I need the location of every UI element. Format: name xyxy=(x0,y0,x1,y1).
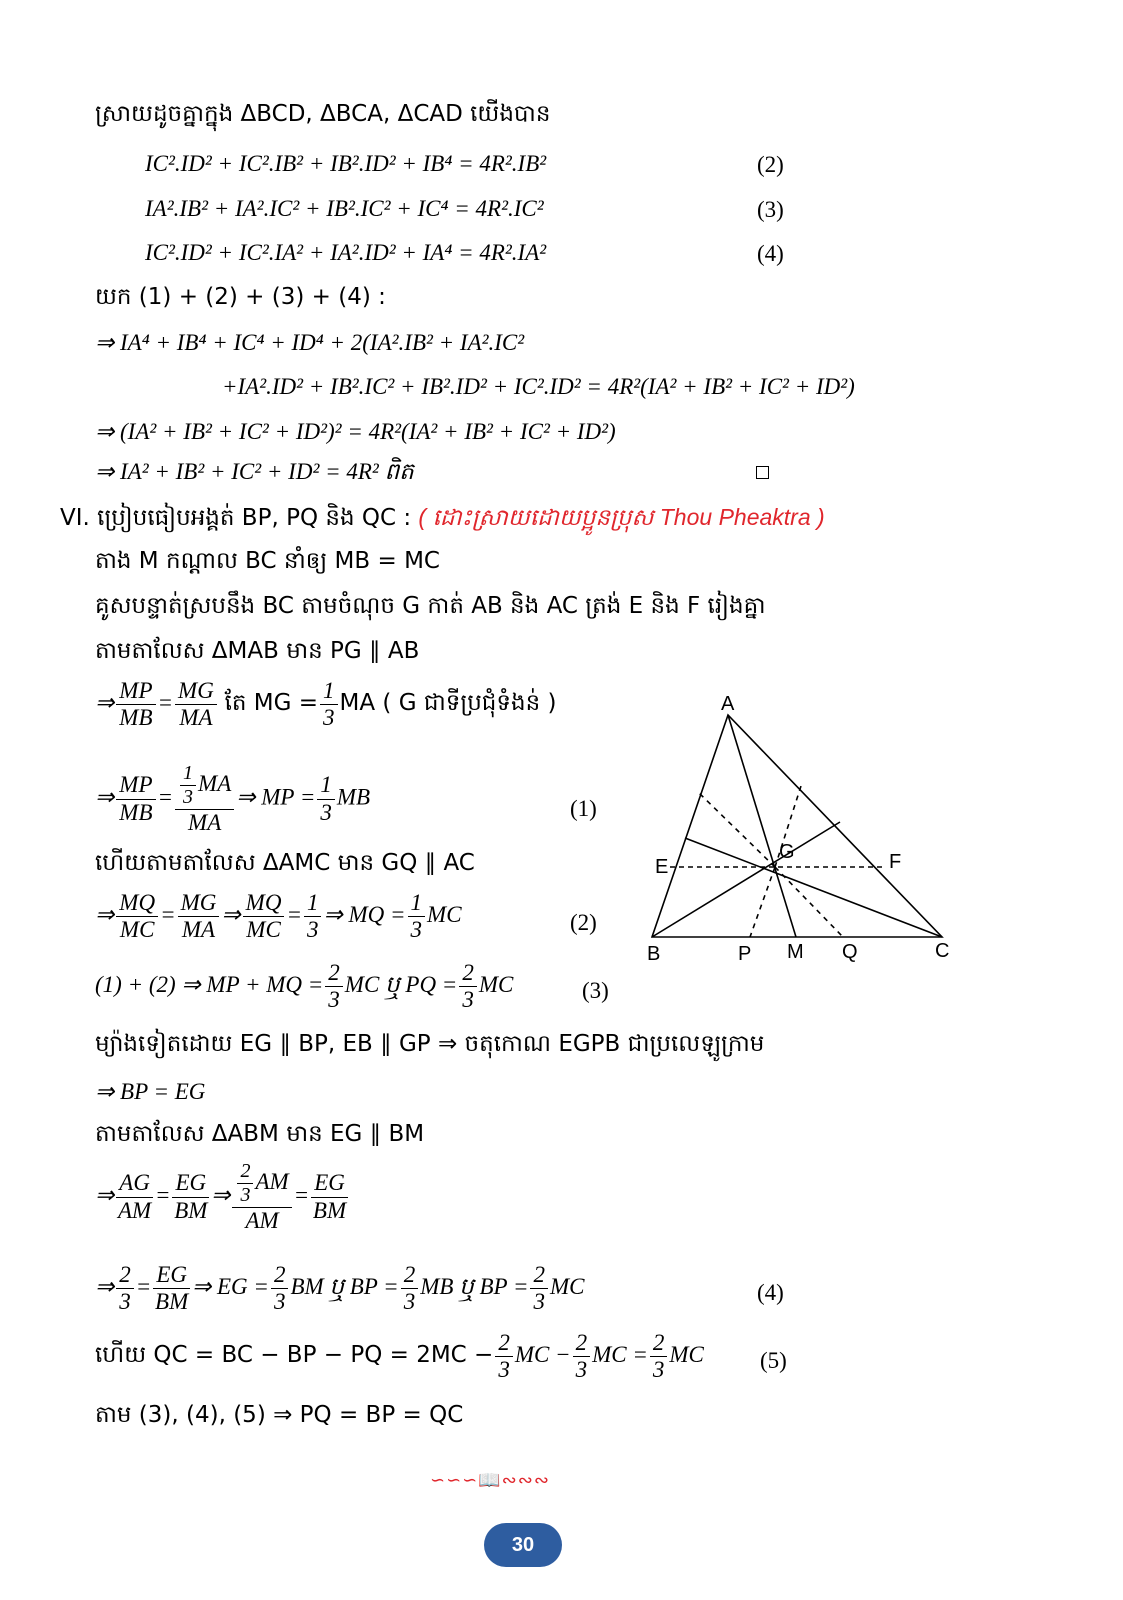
frac-den: MB xyxy=(119,705,153,731)
frac-den: 3 xyxy=(240,1184,251,1206)
frac-den: 3 xyxy=(575,1357,588,1383)
median-c xyxy=(685,838,942,937)
frac-num: EG xyxy=(172,1170,209,1197)
step-8 xyxy=(95,960,513,1014)
frac-den: MA xyxy=(188,810,222,835)
step-7: ⇒ $\frac{MQ}{MC}$ = $\frac{MG}{MA}$ ⇒ $\frac{MQ}{MC}$ = $\frac{1}{3}$ ⇒ MQ = $\frac{1}{3}$ MC xyxy=(95,890,462,943)
frac-num: AM xyxy=(255,1168,289,1194)
step-12: ⇒ $\frac{AG}{AM}$ = $\frac{EG}{BM}$ ⇒ $\frac{2}{3}$ AM AM = $\frac{EG}{BM}$ xyxy=(95,1160,347,1233)
implication-1: ⇒ IA⁴ + IB⁴ + IC⁴ + ID⁴ + 2(IA².IB² + IA².IC² xyxy=(95,330,525,355)
implication-3: ⇒ IA² + IB² + IC² + ID² = 4R² ពិត xyxy=(95,459,414,484)
frac-den: 3 xyxy=(119,1289,131,1315)
frac-den: 3 xyxy=(183,786,194,808)
frac-den: BM xyxy=(155,1289,189,1315)
intro-line: ស្រាយដូចគ្នាក្នុង ΔBCD, ΔBCA, ΔCAD យើងបាន xyxy=(95,101,551,127)
triangle-abc xyxy=(652,715,942,937)
frac-num: MP xyxy=(116,772,155,799)
label-a: A xyxy=(721,693,735,715)
label-b: B xyxy=(647,943,661,965)
step-5-mb: MB xyxy=(336,784,371,810)
qed-square xyxy=(756,466,769,479)
frac-num: 1 xyxy=(180,762,196,786)
eq-number-4b: (4) xyxy=(757,1280,784,1305)
frac-num: 2 xyxy=(271,1262,289,1289)
frac-den: BM xyxy=(174,1197,208,1223)
frac-den: AM xyxy=(118,1197,152,1223)
step-4: ⇒ $\frac{MP}{MB}$ = $\frac{MG}{MA}$ តែ MG = $\frac{1}{3}$ MA ( G ជាទីប្រជុំទំងន់ ) xyxy=(95,678,557,731)
frac-den: 3 xyxy=(498,1357,510,1383)
step-13: ⇒ $\frac{2}{3}$ = $\frac{EG}{BM}$ ⇒ EG = $\frac{2}{3}$ BM ឬ BP = $\frac{2}{3}$ MB ឬ BP = $\frac{2}{3}$ MC xyxy=(95,1262,585,1315)
frac-den: 3 xyxy=(652,1357,665,1383)
step-5: ⇒ $\frac{MP}{MB}$ = $\frac{1}{3}$ MA MA ⇒ MP = $\frac{1}{3}$ MB xyxy=(95,762,371,835)
frac-den: 3 xyxy=(533,1289,545,1315)
frac-num: 2 xyxy=(325,960,343,987)
eq-number-1: (1) xyxy=(570,796,597,821)
frac-den: 3 xyxy=(320,799,332,825)
line-gp xyxy=(750,867,775,937)
eq-number-4: (4) xyxy=(757,241,784,266)
frac-den: MC xyxy=(246,917,281,943)
frac-num: 2 xyxy=(650,1330,668,1357)
label-e: E xyxy=(655,856,669,878)
label-p: P xyxy=(738,943,752,965)
frac-num: 2 xyxy=(573,1330,591,1357)
frac-den: 3 xyxy=(403,1289,416,1315)
step-8-c: MC xyxy=(478,972,514,998)
frac-den: 3 xyxy=(273,1289,286,1315)
frac-den: 3 xyxy=(306,917,319,943)
eq-number-2b: (2) xyxy=(570,910,597,935)
frac-num: MP xyxy=(116,678,155,705)
step-9: ម្យ៉ាងទៀតដោយ EG ∥ BP, EB ∥ GP ⇒ ចតុកោណ EGPB ជាប្រលេឡូក្រាម xyxy=(95,1031,765,1057)
eq-number-5: (5) xyxy=(760,1348,787,1373)
step-4-text: តែ MG = xyxy=(224,690,319,717)
eq-number-3: (3) xyxy=(757,197,784,222)
frac-num: 1 xyxy=(320,678,338,705)
step-2: គូសបន្ទាត់ស្របនឹង BC តាមចំណុច G កាត់ AB និង AC ត្រង់ E និង F រៀងគ្នា xyxy=(95,593,766,619)
frac-num: MA xyxy=(198,770,232,796)
frac-num: 2 xyxy=(495,1330,513,1357)
label-f: F xyxy=(889,851,902,873)
label-q: Q xyxy=(842,941,858,963)
frac-den: 3 xyxy=(323,705,335,731)
frac-num: EG xyxy=(153,1262,190,1289)
page-number-badge: 30 xyxy=(484,1523,562,1567)
section-heading xyxy=(60,506,825,530)
frac-num: MG xyxy=(175,678,217,705)
frac-den: 3 xyxy=(328,987,340,1013)
step-6: ហើយតាមតាលែស ΔAMC មាន GQ ∥ AC xyxy=(95,850,475,876)
step-15: តាម (3), (4), (5) ⇒ PQ = BP = QC xyxy=(95,1402,464,1428)
section-credit: ( ដោះស្រាយដោយប្អូនប្រុស Thou Pheaktra ) xyxy=(418,504,825,530)
frac-num: AG xyxy=(116,1170,153,1197)
step-8-b: MC ឬ PQ = xyxy=(344,972,458,998)
frac-den: 3 xyxy=(410,917,423,943)
step-14: ហើយ QC = BC − BP − PQ = 2MC − $\frac{2}{3}$ MC − $\frac{2}{3}$ MC = $\frac{2}{3}$ MC xyxy=(95,1330,704,1383)
frac-den: 3 xyxy=(462,987,474,1013)
frac-den: AM xyxy=(245,1208,279,1233)
frac-num: 2 xyxy=(116,1262,134,1289)
take-sum-line: យក (1) + (2) + (3) + (4) : xyxy=(95,284,386,310)
step-11: តាមតាលែស ΔABM មាន EG ∥ BM xyxy=(95,1121,425,1147)
triangle-figure xyxy=(635,690,965,970)
frac-den: MA xyxy=(181,917,216,943)
step-8-a: (1) + (2) ⇒ MP + MQ = xyxy=(95,972,324,998)
frac-num: 1 xyxy=(408,890,426,917)
equation-2: IC².ID² + IC².IB² + IB².ID² + IB⁴ = 4R².IB² xyxy=(145,151,547,176)
frac-num: 2 xyxy=(237,1160,253,1184)
label-g: G xyxy=(779,841,795,863)
eq-number-3b: (3) xyxy=(582,978,609,1003)
frac-num: 2 xyxy=(530,1262,548,1289)
step-3: តាមតាលែស ΔMAB មាន PG ∥ AB xyxy=(95,638,420,664)
median-am xyxy=(728,715,796,937)
implication-1b: +IA².ID² + IB².IC² + IB².ID² + IC².ID² = 4R²(IA² + IB² + IC² + ID²) xyxy=(222,374,855,399)
frac-num: MQ xyxy=(116,890,158,917)
equation-4: IC².ID² + IC².IA² + IA².ID² + IA⁴ = 4R².IA² xyxy=(145,240,547,265)
frac-den: MB xyxy=(119,799,153,825)
step-4-text-b: MA ( G ជាទីប្រជុំទំងន់ ) xyxy=(339,690,557,717)
step-10: ⇒ BP = EG xyxy=(95,1079,206,1104)
frac-den: BM xyxy=(312,1197,347,1223)
frac-num: 1 xyxy=(317,772,335,799)
frac-num: MG xyxy=(178,890,220,917)
equation-3: IA².IB² + IA².IC² + IB².IC² + IC⁴ = 4R².IC² xyxy=(145,196,544,221)
frac-num: MQ xyxy=(243,890,285,917)
ornament-divider: ∽∽∽📖∾∾∾ xyxy=(430,1470,550,1491)
step-14-a: ហើយ QC = BC − BP − PQ = 2MC − xyxy=(95,1342,494,1369)
frac-den: MA xyxy=(179,705,213,731)
frac-num: EG xyxy=(311,1170,348,1197)
frac-num: 2 xyxy=(401,1262,419,1289)
frac-den: MC xyxy=(119,917,155,943)
label-c: C xyxy=(935,940,950,962)
frac-num: 1 xyxy=(304,890,322,917)
step-7-mc: MC xyxy=(427,902,462,928)
section-title: VI. ប្រៀបធៀបអង្គត់ BP, PQ និង QC : xyxy=(60,505,412,531)
frac-num: 2 xyxy=(459,960,477,987)
eq-number-2: (2) xyxy=(757,152,784,177)
implication-2: ⇒ (IA² + IB² + IC² + ID²)² = 4R²(IA² + IB² + IC² + ID²) xyxy=(95,419,616,444)
step-1: តាង M កណ្តាល BC នាំឲ្យ MB = MC xyxy=(95,548,440,574)
label-m: M xyxy=(787,941,804,963)
